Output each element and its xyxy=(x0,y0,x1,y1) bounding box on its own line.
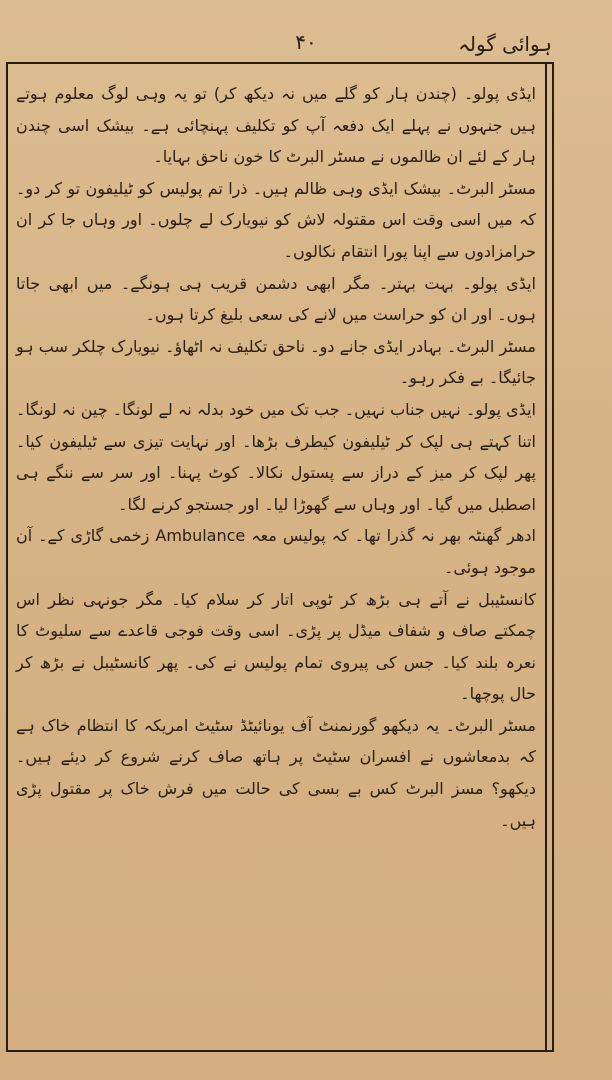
paragraph-albert-2: مسٹر البرٹ۔ بہادر ایڈی جانے دو۔ ناحق تکلیف نہ اٹھاؤ۔ نیویارک چلکر سب ہو جائیگا۔ بے فکر رہو۔ xyxy=(16,336,536,388)
page-body xyxy=(16,78,536,836)
paragraph-ambulance: ادھر گھنٹہ بھر نہ گذرا تھا۔ کہ پولیس معہ Ambulance زخمی گاڑی کے۔ آن موجود ہوئی۔ xyxy=(16,526,537,577)
paragraph-eddie-1: ایڈی پولو۔ (چندن ہار کو گلے میں نہ دیکھ کر) تو یہ وہی لوگ معلوم ہوتے ہیں جنہوں نے پہلے ایک دفعہ آپ کو تکلیف پہنچائی ہے۔ بیشک اسی چندن ہار کے لئے ان ظالموں نے مسٹر البرٹ کا خون ناحق بہایا۔ xyxy=(16,84,536,167)
page-number: ۴۰ xyxy=(295,30,317,54)
running-title: ہوائی گولہ xyxy=(458,32,552,56)
paragraph-eddie-2: ایڈی پولو۔ بہت بہتر۔ مگر ابھی دشمن قریب ہی ہونگے۔ میں ابھی جاتا ہوں۔ اور ان کو حراست میں لانے کی سعی بلیغ کرتا ہوں۔ xyxy=(16,273,536,325)
paragraph-constable: کانسٹیبل نے آتے ہی بڑھ کر ٹوپی اتار کر سلام کیا۔ مگر جونہی نظر اس چمکتے صاف و شفاف میڈل پر پڑی۔ اسی وقت فوجی قاعدے سے سلیوٹ کا نعرہ بلند کیا۔ جس کی پیروی تمام پولیس نے کی۔ پھر کانسٹیبل نے بڑھ کر حال پوچھا۔ xyxy=(16,589,536,704)
paragraph-albert-1: مسٹر البرٹ۔ بیشک ایڈی وہی ظالم ہیں۔ ذرا تم پولیس کو ٹیلیفون تو کر دو۔ کہ میں اسی وقت اس مقتولہ لاش کو نیویارک لے چلوں۔ اور وہاں جا کر ان حرامزادوں سے اپنا پورا انتقام نکالوں۔ xyxy=(16,178,536,261)
frame-rule xyxy=(545,62,547,1052)
paragraph-eddie-3: ایڈی پولو۔ نہیں جناب نہیں۔ جب تک میں خود بدلہ نہ لے لونگا۔ چین نہ لونگا۔ اتنا کہتے ہی لپک کر ٹیلیفون کیطرف بڑھا۔ اور نہایت تیزی سے ٹیلیفون کیا۔ پھر لپک کر میز کے دراز سے پستول نکالا۔ کوٹ پہنا۔ اور سر سے ننگے ہی اصطبل میں گیا۔ اور وہاں سے گھوڑا لیا۔ اور جستجو کرنے لگا۔ xyxy=(16,399,536,514)
page-header xyxy=(40,30,572,64)
paragraph-albert-3: مسٹر البرٹ۔ یہ دیکھو گورنمنٹ آف یونائیٹڈ سٹیٹ امریکہ کا انتظام خاک ہے کہ بدمعاشوں نے افسران سٹیٹ پر ہاتھ صاف کرنے شروع کر دیئے ہیں۔ دیکھو؟ مسز البرٹ کس بے بسی کی حالت میں فرش خاک پر مقتول پڑی ہیں۔ xyxy=(16,715,536,830)
